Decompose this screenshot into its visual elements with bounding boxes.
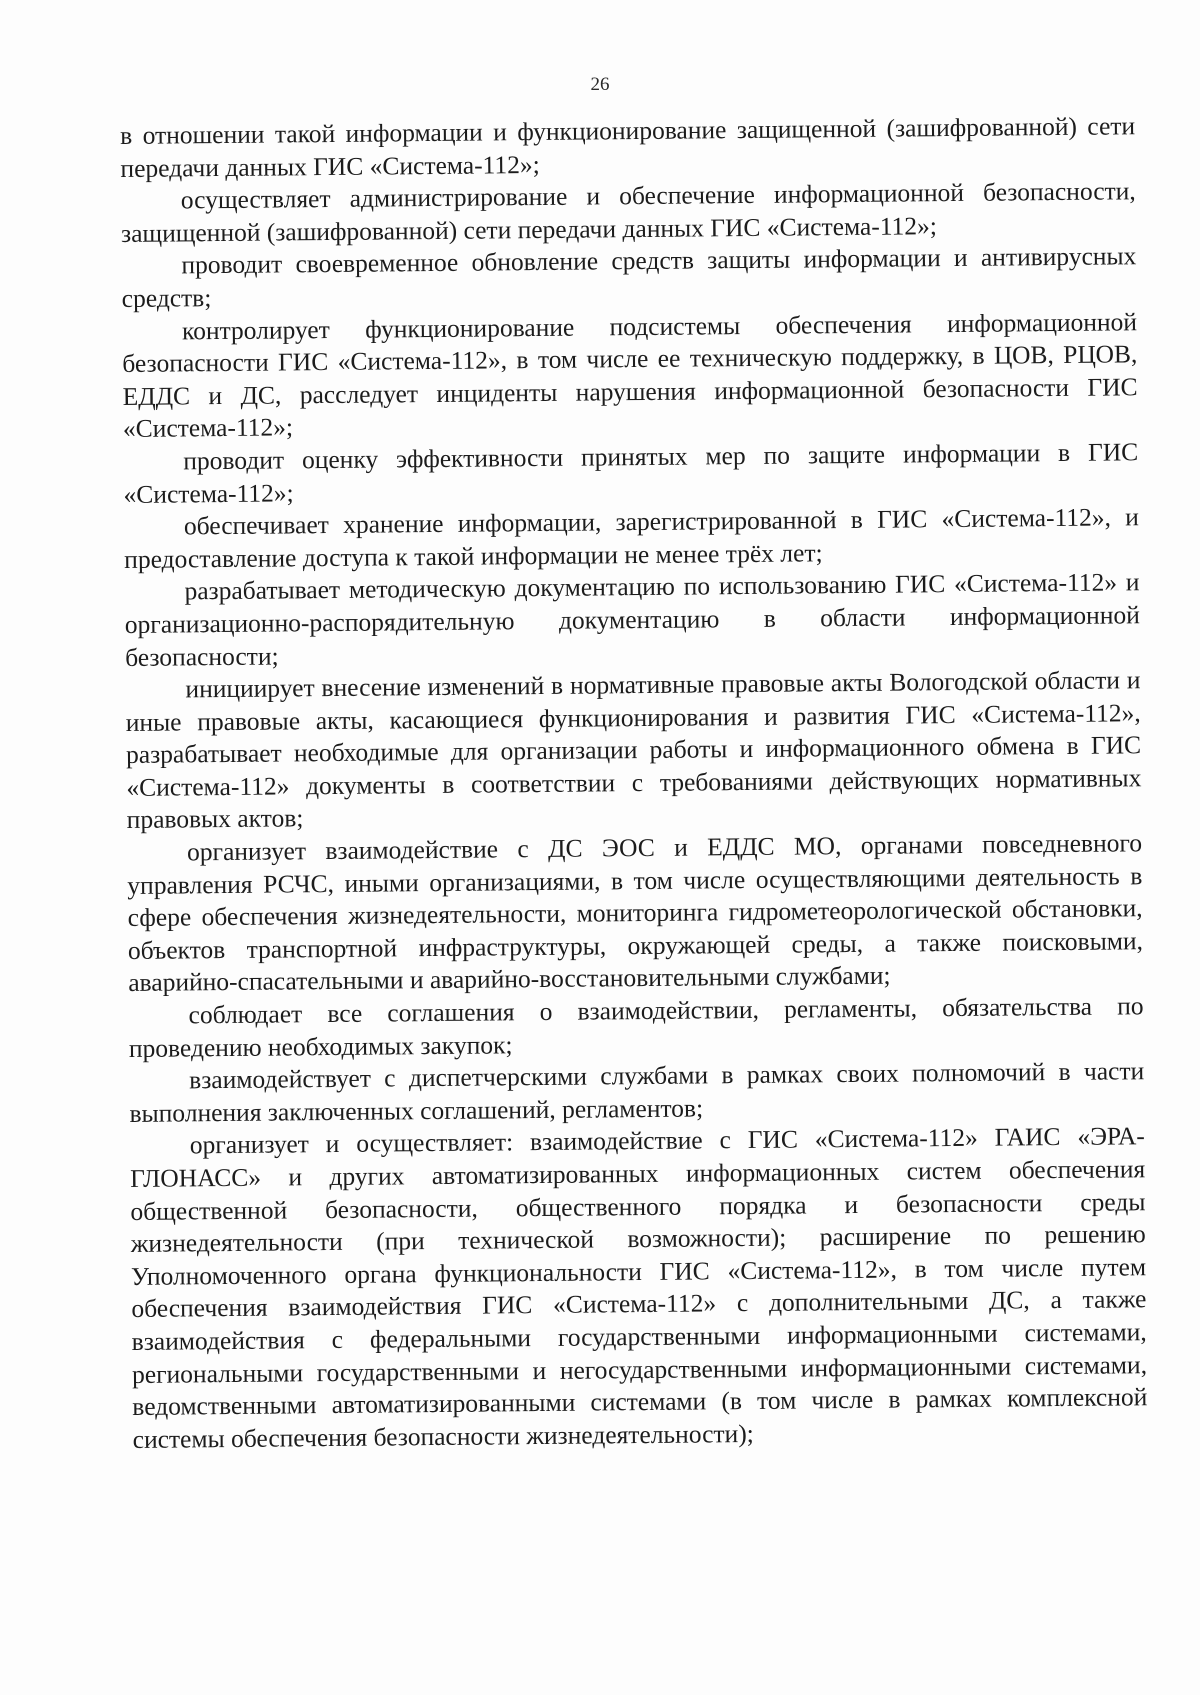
paragraph: инициирует внесение изменений в нормативные правовые акты Вологодской области и иные правовые акты, касающиеся функционирования и развития ГИС «Система-112», разрабатывает необходимые для организации работы и информационного обмена в ГИС «Система-112» документы в соответствии с требованиями действующих нормативных правовых актов; [125,665,1142,835]
paragraph: осуществляет администрирование и обеспечение информационной безопасности, защищенной (зашифрованной) сети передачи данных ГИС «Система-112»; [120,176,1136,248]
paragraph: проводит оценку эффективности принятых мер по защите информации в ГИС «Система-112»; [123,437,1139,509]
paragraph: организует взаимодействие с ДС ЭОС и ЕДДС МО, органами повседневного управления РСЧС, иными организациями, в том числе осуществляющими деятельность в сфере обеспечения жизнедеятельности, мониторинга гидрометеорологической обстановки, объектов транспортной инфраструктуры, окружающей среды, а также поисковыми, аварийно-спасательными и аварийно-восстановительными службами; [127,828,1144,998]
document-body [120,110,1148,1456]
paragraph: проводит своевременное обновление средств защиты информации и антивирусных средств; [121,241,1137,313]
paragraph: разрабатывает методическую документацию по использованию ГИС «Система-112» и организационно-распорядительную документацию в области информационной безопасности; [124,567,1140,672]
paragraph: в отношении такой информации и функционирование защищенной (зашифрованной) сети передачи данных ГИС «Система-112»; [120,111,1136,183]
page-number: 26 [590,74,610,95]
paragraph: контролирует функционирование подсистемы обеспечения информационной безопасности ГИС «Система-112», в том числе ее техническую поддержку, в ЦОВ, РЦОВ, ЕДДС и ДС, расследует инциденты нарушения информационной безопасности ГИС «Система-112»; [122,306,1138,444]
paragraph: обеспечивает хранение информации, зарегистрированной в ГИС «Система-112», и предоставление доступа к такой информации не менее трёх лет; [124,502,1139,574]
paragraph: организует и осуществляет: взаимодействие с ГИС «Система-112» ГАИС «ЭРА-ГЛОНАСС» и других автоматизированных информационных систем обеспечения общественной безопасности, общественного порядка и безопасности среды жизнедеятельности (при технической возможности); расширение по решению Уполномоченного органа функциональности ГИС «Система-112», в том числе путем обеспечения взаимодействия ГИС «Система-112» с дополнительными ДС, а также взаимодействия с федеральными государственными информационными системами, региональными государственными и негосударственными информационными системами, ведомственными автоматизированными системами (в том числе в рамках комплексной системы обеспечения безопасности жизнедеятельности); [130,1121,1148,1454]
paragraph: взаимодействует с диспетчерскими службами в рамках своих полномочий в части выполнения заключенных соглашений, регламентов; [129,1056,1145,1128]
paragraph: соблюдает все соглашения о взаимодействии, регламенты, обязательства по проведению необходимых закупок; [128,991,1144,1063]
